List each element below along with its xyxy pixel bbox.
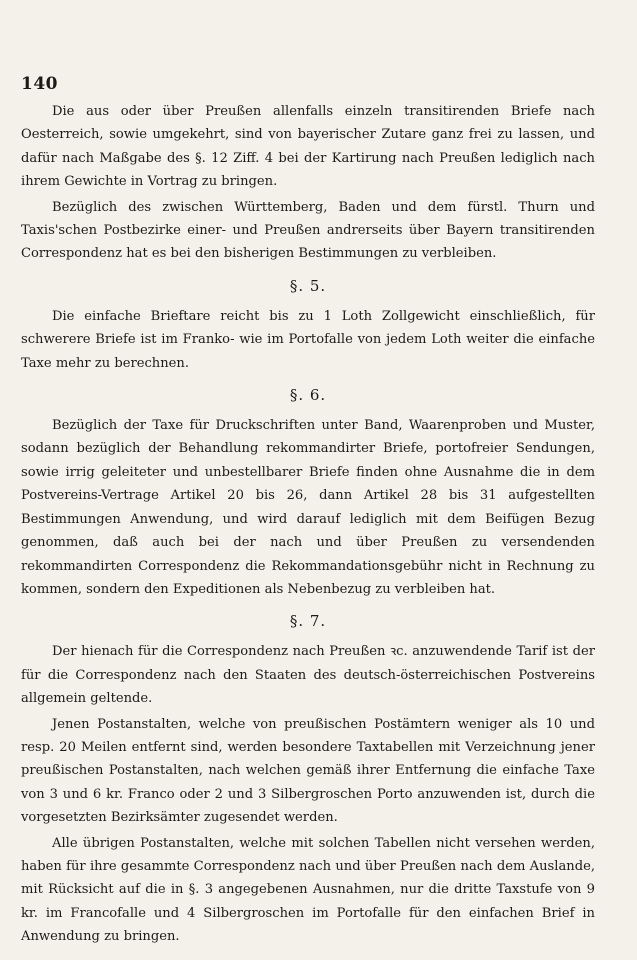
paragraph-transit-austria: Die aus oder über Preußen allenfalls einzeln transitirenden Briefe nach Oesterreich, sowie umgekehrt, sind von bayerischer Zutare ganz frei zu lassen, und dafür nach Maßgabe des §. 12 Ziff. 4 bei der Kartirung nach Preußen lediglich nach ihrem Gewichte in Vortrag zu bringen.: [21, 104, 595, 190]
paragraph-other-offices: Alle übrigen Postanstalten, welche mit solchen Tabellen nicht versehen werden, haben für ihre gesammte Correspondenz nach und über Preußen nach dem Auslande, mit Rücksicht auf die in §. 3 angegebenen Ausnahmen, nur die dritte Taxstufe von 9 kr. im Francofalle und 4 Silbergroschen im Portofalle für den einfachen Brief in Anwendung zu bringen.: [21, 835, 595, 945]
section-heading-7: §. 7.: [289, 612, 327, 631]
paragraph-transit-wuerttemberg: Bezüglich des zwischen Württemberg, Baden und dem fürstl. Thurn und Taxis'schen Postbezirke einer- und Preußen andrerseits über Bayern transitirenden Correspondenz hat es bei den bisherigen Bestimmungen zu verbleiben.: [21, 199, 595, 262]
page-number: 140: [21, 74, 58, 94]
section-heading-6: §. 6.: [289, 386, 327, 405]
paragraph-tariff: Der hienach für die Correspondenz nach Preußen ꝛc. anzuwendende Tarif ist der für die Correspondenz nach den Staaten des deutsch-österreichischen Postvereins allgemein geltende.: [21, 644, 595, 707]
paragraph-printed-matter: Bezüglich der Taxe für Druckschriften unter Band, Waarenproben und Muster, sodann bezüglich der Behandlung rekommandirter Briefe, portofreier Sendungen, sowie irrig geleiteter und unbestellbarer Briefe finden ohne Ausnahme die in dem Postvereins-Vertrage Artikel 20 bis 26, dann Artikel 28 bis 31 aufgestellten Bestimmungen Anwendung, und wird darauf lediglich mit dem Beifügen Bezug genommen, daß auch bei der nach und über Preußen zu versendenden rekommandirten Correspondenz die Rekommandationsgebühr nicht in Rechnung zu kommen, sondern den Expeditionen als Nebenbezug zu verbleiben hat.: [21, 418, 595, 597]
document-body: [21, 100, 595, 949]
paragraph-letter-tax: Die einfache Brieftare reicht bis zu 1 Loth Zollgewicht einschließlich, für schwerere Briefe ist im Franko- wie im Portofalle von jedem Loth weiter die einfache Taxe mehr zu berechnen.: [21, 308, 595, 371]
section-heading-5: §. 5.: [289, 276, 327, 295]
paragraph-tax-tables: Jenen Postanstalten, welche von preußischen Postämtern weniger als 10 und resp. 20 Meilen entfernt sind, werden besondere Taxtabellen mit Verzeichnung jener preußischen Postanstalten, nach welchen gemäß ihrer Entfernung die einfache Taxe von 3 und 6 kr. Franco oder 2 und 3 Silbergroschen Porto anzuwenden ist, durch die vorgesetzten Bezirksämter zugesendet werden.: [21, 716, 595, 826]
